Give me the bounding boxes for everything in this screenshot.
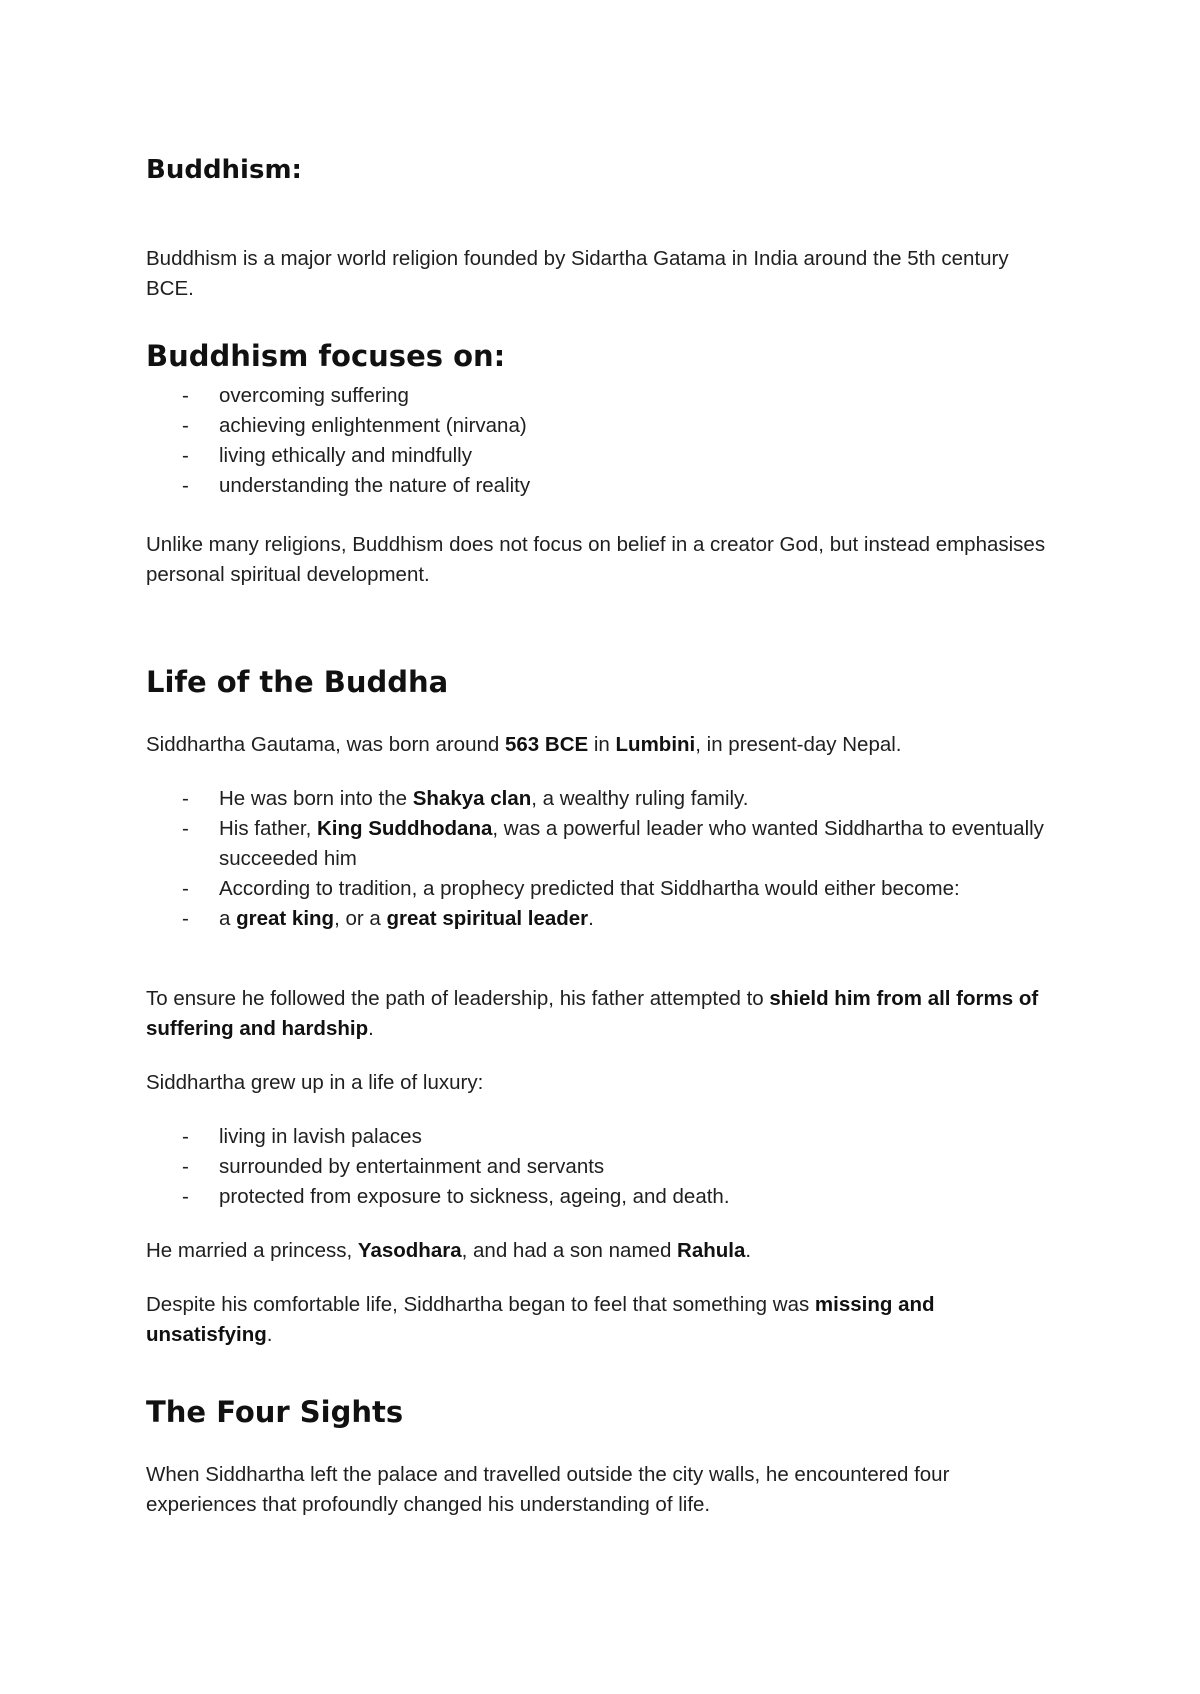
list-item: - understanding the nature of reality <box>182 474 531 497</box>
married-paragraph: He married a princess, Yasodhara, and had a son named Rahula. <box>146 1239 752 1262</box>
list-item: - a great king, or a great spiritual leader. <box>182 907 594 930</box>
born-paragraph: Siddhartha Gautama, was born around 563 BCE in Lumbini, in present-day Nepal. <box>146 733 902 756</box>
list-item: - protected from exposure to sickness, ageing, and death. <box>182 1185 730 1208</box>
list-item: - According to tradition, a prophecy predicted that Siddhartha would either become: <box>182 877 960 900</box>
four-sights-heading: The Four Sights <box>146 1395 404 1429</box>
luxury-list <box>146 1122 1046 1212</box>
focuses-heading: Buddhism focuses on: <box>146 339 506 373</box>
luxury-paragraph: Siddhartha grew up in a life of luxury: <box>146 1071 484 1094</box>
list-item: - achieving enlightenment (nirvana) <box>182 414 527 437</box>
list-item: - He was born into the Shakya clan, a wealthy ruling family. <box>182 787 749 810</box>
life-heading: Life of the Buddha <box>146 665 449 699</box>
intro-paragraph: Buddhism is a major world religion founded by Sidartha Gatama in India around the 5th century BCE. <box>146 247 1009 300</box>
list-item: - His father, King Suddhodana, was a powerful leader who wanted Siddhartha to eventually succeeded him <box>182 817 1044 870</box>
list-item: - surrounded by entertainment and servants <box>182 1155 605 1178</box>
list-item: - living in lavish palaces <box>182 1125 422 1148</box>
unlike-paragraph: Unlike many religions, Buddhism does not focus on belief in a creator God, but instead emphasises personal spiritual development. <box>146 533 1046 586</box>
list-item: - overcoming suffering <box>182 384 409 407</box>
life-list <box>146 784 1046 934</box>
focuses-list <box>146 381 1046 501</box>
four-sights-paragraph: When Siddhartha left the palace and travelled outside the city walls, he encountered four experiences that profoundly changed his understanding of life. <box>146 1463 950 1516</box>
list-item: - living ethically and mindfully <box>182 444 472 467</box>
page-title: Buddhism: <box>146 155 302 185</box>
ensure-paragraph: To ensure he followed the path of leadership, his father attempted to shield him from all forms of suffering and hardship. <box>146 987 1039 1040</box>
despite-paragraph: Despite his comfortable life, Siddhartha began to feel that something was missing and unsatisfying. <box>146 1293 935 1346</box>
